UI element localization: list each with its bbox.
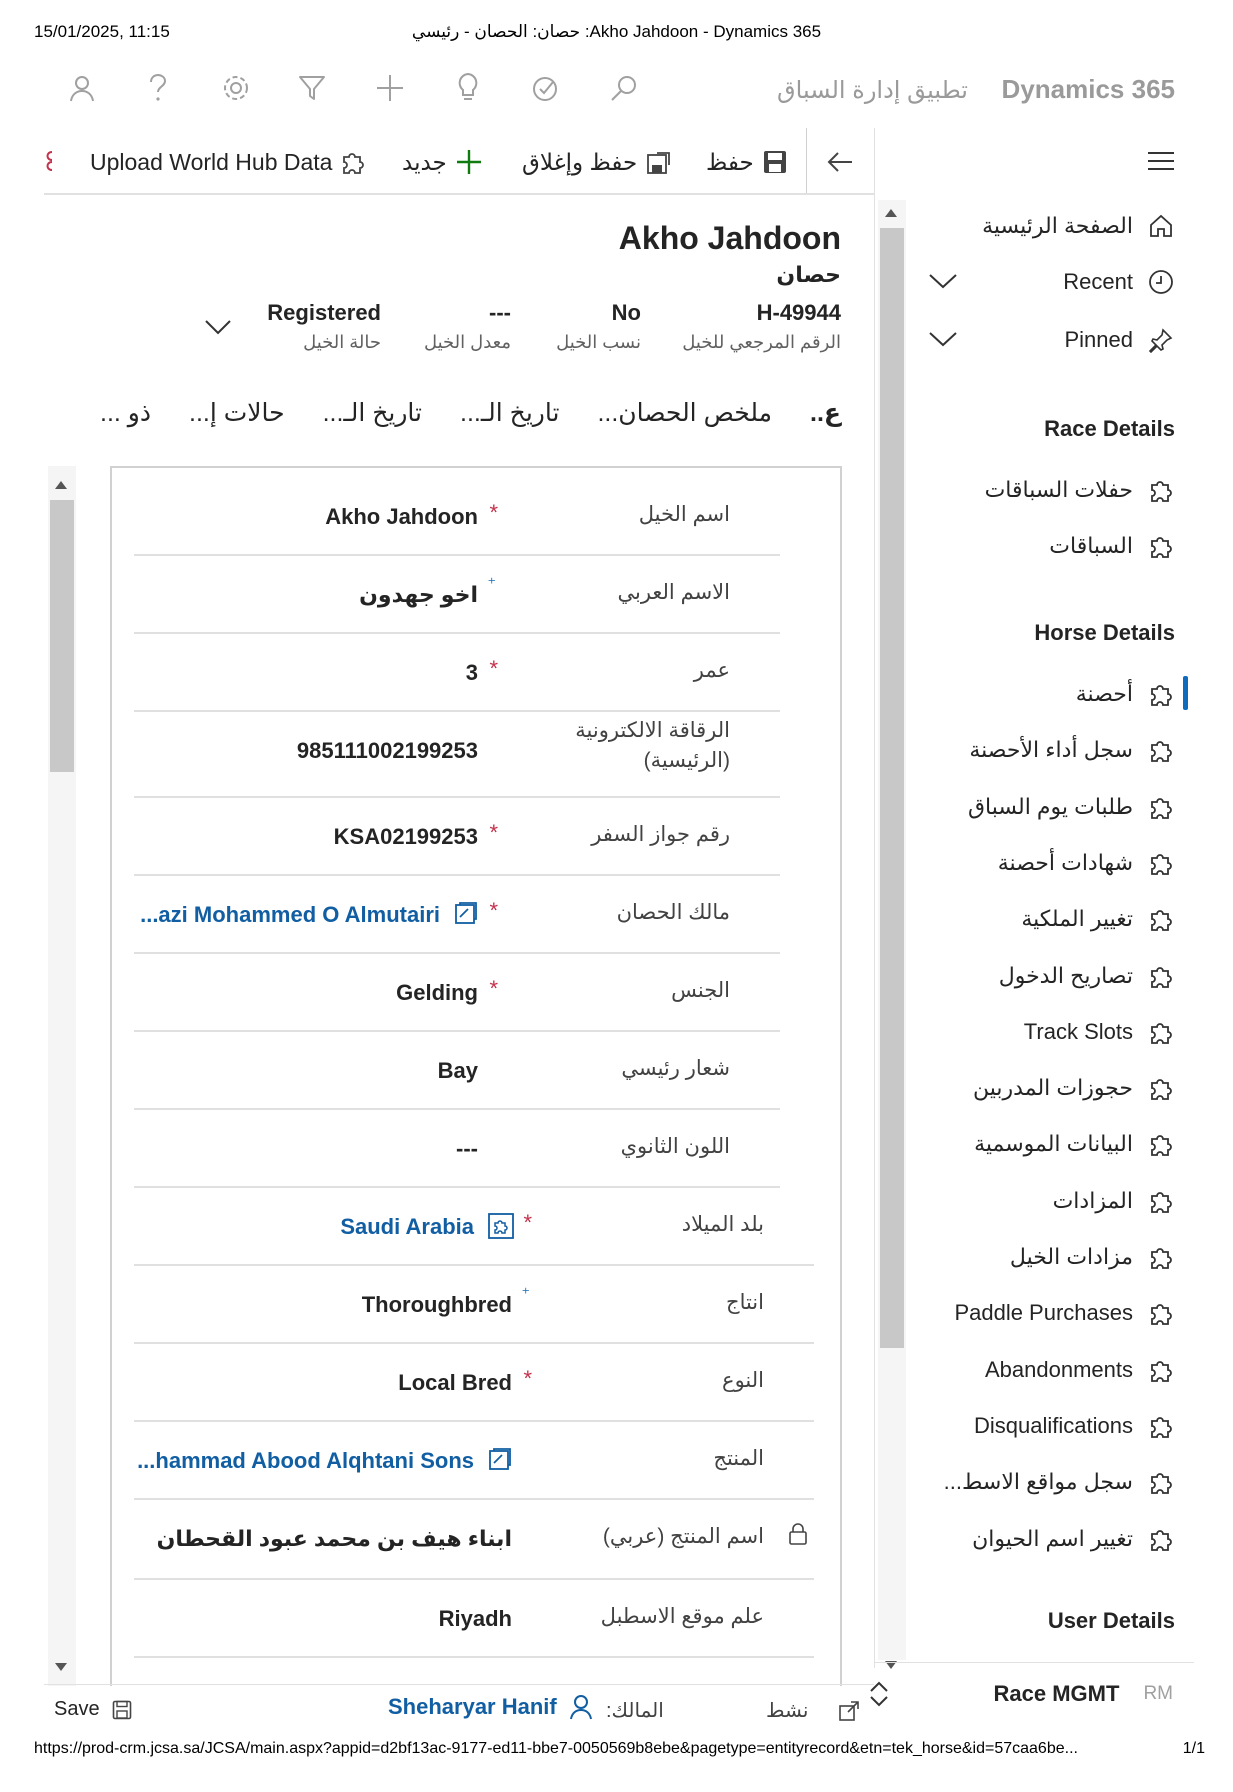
- lookup-icon[interactable]: [454, 901, 478, 925]
- puzzle-icon: [1147, 1468, 1175, 1496]
- form-scrollbar-thumb[interactable]: [50, 500, 74, 772]
- selected-indicator: [1183, 676, 1188, 710]
- sidebar-item[interactable]: [974, 1124, 1175, 1164]
- sidebar-item[interactable]: [1049, 526, 1175, 566]
- required-marker: *: [523, 1210, 532, 1235]
- sidebar-item[interactable]: [1053, 1181, 1175, 1221]
- puzzle-icon: [1147, 962, 1175, 990]
- form-row: [134, 712, 780, 798]
- puzzle-icon: [1147, 1187, 1175, 1215]
- sidebar-group-horse: Horse Details: [1034, 620, 1175, 645]
- puzzle-icon: [1147, 849, 1175, 877]
- sidebar-item[interactable]: [968, 787, 1175, 827]
- field-value[interactable]: Saudi Arabia: [340, 1214, 474, 1239]
- puzzle-icon: [340, 149, 366, 175]
- header-field-rating: [424, 300, 511, 353]
- sidebar-item-label: Pinned: [1064, 327, 1133, 352]
- upload-label: Upload World Hub Data: [90, 148, 333, 175]
- form-row: [134, 1580, 814, 1658]
- chevron-down-icon[interactable]: [928, 272, 958, 290]
- header-field-label: نسب الخيل: [556, 332, 641, 352]
- form-row: [134, 1422, 814, 1500]
- owner-label: المالك:: [606, 1700, 664, 1722]
- plus-icon: [455, 148, 483, 176]
- form-row: [134, 1110, 780, 1188]
- header-field-pedigree: [556, 300, 641, 353]
- puzzle-icon: [1147, 1074, 1175, 1102]
- print-page-title: حصان: الحصان - رئيسي :Akho Jahdoon - Dynamics 365: [411, 22, 822, 41]
- field-value[interactable]: ...hammad Abood Alqhtani Sons: [137, 1448, 474, 1473]
- lightbulb-icon[interactable]: [450, 70, 486, 106]
- sidebar-item-label: شهادات أحصنة: [997, 849, 1133, 875]
- sidebar-item[interactable]: [1076, 674, 1175, 714]
- field-label: بلد الميلاد: [681, 1213, 764, 1236]
- lock-icon: [788, 1522, 808, 1546]
- lookup-icon[interactable]: [488, 1213, 512, 1237]
- sidebar-item-label: حفلات السباقات: [984, 477, 1133, 502]
- field-value[interactable]: Bay: [437, 1058, 478, 1083]
- general-form-section: [110, 466, 842, 1686]
- field-label: الجنس: [671, 979, 730, 1002]
- print-datetime: 15/01/2025, 11:15: [34, 22, 170, 41]
- sidebar-item[interactable]: [954, 1293, 1175, 1333]
- home-icon: [1147, 212, 1175, 240]
- sitemap-footer-divider: [874, 1662, 1194, 1663]
- required-marker: *: [489, 976, 498, 1001]
- command-divider: [806, 128, 807, 194]
- command-bar-border: [44, 193, 874, 195]
- sidebar-item[interactable]: [973, 1068, 1175, 1108]
- field-value[interactable]: Thoroughbred: [361, 1292, 512, 1317]
- hamburger-menu-icon[interactable]: [1147, 150, 1175, 172]
- field-label: شعار رئيسي: [621, 1057, 730, 1080]
- puzzle-icon: [1147, 905, 1175, 933]
- form-row: [134, 478, 780, 556]
- save-icon: [762, 149, 788, 175]
- sidebar-item[interactable]: [1024, 1012, 1175, 1052]
- form-tabs: [100, 398, 841, 428]
- required-marker: *: [489, 898, 498, 923]
- header-field-label: حالة الخيل: [303, 332, 381, 352]
- sidebar-item-label: أحصنة: [1075, 681, 1133, 706]
- field-value[interactable]: Local Bred: [398, 1370, 512, 1395]
- field-label: اسم المنتج (عربي): [602, 1525, 764, 1548]
- header-field-label: معدل الخيل: [423, 332, 511, 352]
- sidebar-item-label: حجوزات المدربين: [973, 1075, 1133, 1101]
- puzzle-icon: [1147, 793, 1175, 821]
- field-value[interactable]: Riyadh: [438, 1606, 512, 1631]
- sidebar-item-label: تصاريح الدخول: [998, 962, 1133, 988]
- record-status: نشط: [766, 1700, 809, 1722]
- sidebar-item-label: تغيير اسم الحيوان: [972, 1525, 1133, 1551]
- sidebar-item-label: Disqualifications: [974, 1412, 1133, 1438]
- footer-divider: [44, 1684, 874, 1685]
- form-row: [134, 634, 780, 712]
- form-row: [134, 876, 780, 954]
- field-label: الرقاقة الالكترونية (الرئيسية): [575, 719, 730, 772]
- area-name: Race MGMT: [993, 1681, 1120, 1706]
- area-switcher[interactable]: [868, 1680, 1173, 1708]
- field-label: علم موقع الاسطبل: [600, 1605, 764, 1628]
- tab-general[interactable]: ع..: [810, 399, 841, 427]
- recommended-marker: ⁺: [521, 1286, 530, 1303]
- field-value[interactable]: KSA02199253: [333, 824, 478, 849]
- sidebar-item[interactable]: [998, 843, 1175, 883]
- print-url: https://prod-crm.jcsa.sa/JCSA/main.aspx?appid=d2bf13ac-9177-ed11-bbe7-0050569b8ebe&pagetype=entityrecord&etn=tek_horse&id=57caa6be...: [34, 1740, 1078, 1757]
- sidebar-item-label: المزادات: [1052, 1187, 1133, 1213]
- sidebar-item[interactable]: [985, 470, 1175, 510]
- form-row: [134, 1188, 814, 1266]
- field-value[interactable]: Gelding: [396, 980, 478, 1005]
- footer-owner[interactable]: [388, 1694, 593, 1720]
- field-label: النوع: [722, 1369, 764, 1392]
- sidebar-item[interactable]: [1021, 899, 1175, 939]
- save-label: حفظ: [706, 148, 754, 175]
- recommended-marker: ⁺: [487, 576, 496, 593]
- sidebar-item-label: سجل مواقع الاسط...: [943, 1469, 1133, 1495]
- header-field-value: No: [611, 300, 641, 325]
- sidebar-group-user: User Details: [1047, 1608, 1175, 1633]
- tab-horse-summary[interactable]: ملخص الحصان...: [597, 399, 773, 427]
- sidebar-item-recent[interactable]: [1063, 262, 1175, 302]
- required-marker: *: [523, 1366, 532, 1391]
- field-value[interactable]: Akho Jahdoon: [325, 504, 478, 529]
- filter-icon[interactable]: [294, 70, 330, 106]
- header-field-status: [267, 300, 381, 353]
- sidebar-item-pinned[interactable]: [1064, 320, 1175, 360]
- sidebar-item-label: الصفحة الرئيسية: [982, 213, 1133, 238]
- puzzle-icon: [1147, 1412, 1175, 1440]
- puzzle-icon: [1147, 680, 1175, 708]
- field-label: عمر: [693, 659, 730, 682]
- puzzle-icon: [1147, 736, 1175, 764]
- settings-icon[interactable]: [218, 70, 254, 106]
- chevron-down-icon[interactable]: [928, 330, 958, 348]
- field-value[interactable]: 3: [465, 660, 478, 685]
- owner-name[interactable]: Sheharyar Hanif: [388, 1694, 557, 1719]
- required-marker: *: [489, 500, 498, 525]
- header-field-value: Registered: [267, 300, 381, 325]
- field-label: الاسم العربي: [617, 581, 730, 604]
- footer-save-button[interactable]: [54, 1698, 132, 1721]
- back-arrow-icon: [826, 148, 854, 176]
- sitemap-divider: [874, 128, 875, 1668]
- form-row: [134, 556, 780, 634]
- header-field-reference: [682, 300, 841, 353]
- field-label: انتاج: [726, 1291, 764, 1314]
- record-title: Akho Jahdoon: [618, 220, 841, 256]
- print-page-number: 1/1: [1182, 1740, 1205, 1757]
- sidebar-item-label: Recent: [1063, 269, 1133, 294]
- sidebar-item-label: السباقات: [1049, 533, 1133, 559]
- person-icon[interactable]: [64, 70, 100, 106]
- sidebar-item-label: طلبات يوم السباق: [967, 793, 1133, 819]
- sidebar-item-label: تغيير الملكية: [1021, 906, 1133, 932]
- person-icon: [569, 1694, 593, 1720]
- popout-icon[interactable]: [838, 1700, 860, 1722]
- puzzle-icon: [1147, 1356, 1175, 1384]
- back-button[interactable]: [826, 144, 854, 180]
- tab-history-1[interactable]: تاريخ الـ...: [460, 399, 560, 427]
- sidebar-group-race: Race Details: [1044, 416, 1175, 441]
- brand-name[interactable]: Dynamics 365: [1001, 74, 1175, 104]
- sidebar-item-label: البيانات الموسمية: [974, 1131, 1133, 1157]
- puzzle-icon: [1147, 1299, 1175, 1327]
- form-row: [134, 1266, 814, 1344]
- new-button[interactable]: [402, 144, 483, 180]
- header-expand-chevron-icon[interactable]: [204, 318, 232, 336]
- main-scrollbar-thumb[interactable]: [880, 228, 904, 1348]
- field-value[interactable]: ...azi Mohammed O Almutairi: [140, 902, 440, 927]
- form-row: [134, 954, 780, 1032]
- save-close-label: حفظ وإغلاق: [522, 148, 638, 175]
- field-value[interactable]: ابناء هيف بن محمد عبود القحطان: [156, 1526, 512, 1551]
- field-label: مالك الحصان: [616, 901, 730, 924]
- sidebar-item[interactable]: [944, 1462, 1175, 1502]
- area-initials: RM: [1143, 1683, 1173, 1704]
- puzzle-icon: [1147, 1018, 1175, 1046]
- sidebar-item-label: Track Slots: [1023, 1018, 1133, 1044]
- required-marker: *: [489, 656, 498, 681]
- field-value[interactable]: ---: [456, 1136, 478, 1161]
- sidebar-item-home[interactable]: [982, 206, 1175, 246]
- tab-related[interactable]: ذو ...: [100, 399, 151, 427]
- form-row: [134, 1032, 780, 1110]
- field-label: المنتج: [713, 1447, 764, 1470]
- task-icon[interactable]: [528, 70, 564, 106]
- add-icon[interactable]: [372, 70, 408, 106]
- sidebar-item[interactable]: [974, 1406, 1175, 1446]
- field-value[interactable]: اخو جهدون: [359, 582, 478, 607]
- field-label: رقم جواز السفر: [591, 823, 730, 846]
- form-row: [134, 1344, 814, 1422]
- sidebar-item[interactable]: [1010, 1237, 1175, 1277]
- new-label: جديد: [402, 148, 447, 175]
- clock-icon: [1147, 268, 1175, 296]
- tab-history-2[interactable]: تاريخ الـ...: [322, 399, 423, 427]
- puzzle-icon: [1147, 532, 1175, 560]
- sidebar-item-label: Paddle Purchases: [954, 1300, 1133, 1326]
- header-field-value: ---: [489, 300, 511, 325]
- field-label: اللون الثانوي: [620, 1135, 730, 1158]
- field-label: اسم الخيل: [638, 503, 730, 526]
- sidebar-item-label: Abandonments: [985, 1356, 1133, 1382]
- save-and-close-button[interactable]: [522, 144, 673, 180]
- app-name[interactable]: تطبيق إدارة السباق: [777, 77, 968, 104]
- puzzle-icon: [1147, 1243, 1175, 1271]
- pin-icon: [1147, 326, 1175, 354]
- form-row: [134, 1500, 814, 1580]
- sidebar-item[interactable]: [999, 956, 1175, 996]
- save-close-icon: [645, 148, 673, 176]
- save-icon: [112, 1700, 132, 1720]
- required-marker: *: [489, 820, 498, 845]
- upload-world-hub-button[interactable]: [90, 144, 366, 180]
- puzzle-icon: [1147, 476, 1175, 504]
- sidebar-item[interactable]: [969, 730, 1175, 770]
- footer-save-label: Save: [54, 1698, 100, 1720]
- overflow-command-icon[interactable]: [42, 144, 56, 180]
- help-icon[interactable]: [140, 70, 176, 106]
- puzzle-icon: [1147, 1525, 1175, 1553]
- sidebar-item-label: سجل أداء الأحصنة: [969, 737, 1133, 763]
- sidebar-item-label: مزادات الخيل: [1009, 1244, 1133, 1269]
- record-entity: حصان: [776, 262, 841, 287]
- lookup-icon[interactable]: [488, 1447, 512, 1471]
- header-field-value: H-49944: [756, 300, 841, 325]
- header-field-label: الرقم المرجعي للخيل: [682, 332, 841, 352]
- field-value[interactable]: 985111002199253: [296, 738, 478, 763]
- puzzle-icon: [1147, 1130, 1175, 1158]
- sidebar-item[interactable]: [985, 1350, 1175, 1390]
- tab-cases[interactable]: حالات إ...: [189, 399, 285, 427]
- form-row: [134, 798, 780, 876]
- sidebar-item[interactable]: [972, 1519, 1175, 1559]
- save-button[interactable]: [706, 144, 788, 180]
- search-icon[interactable]: [606, 70, 642, 106]
